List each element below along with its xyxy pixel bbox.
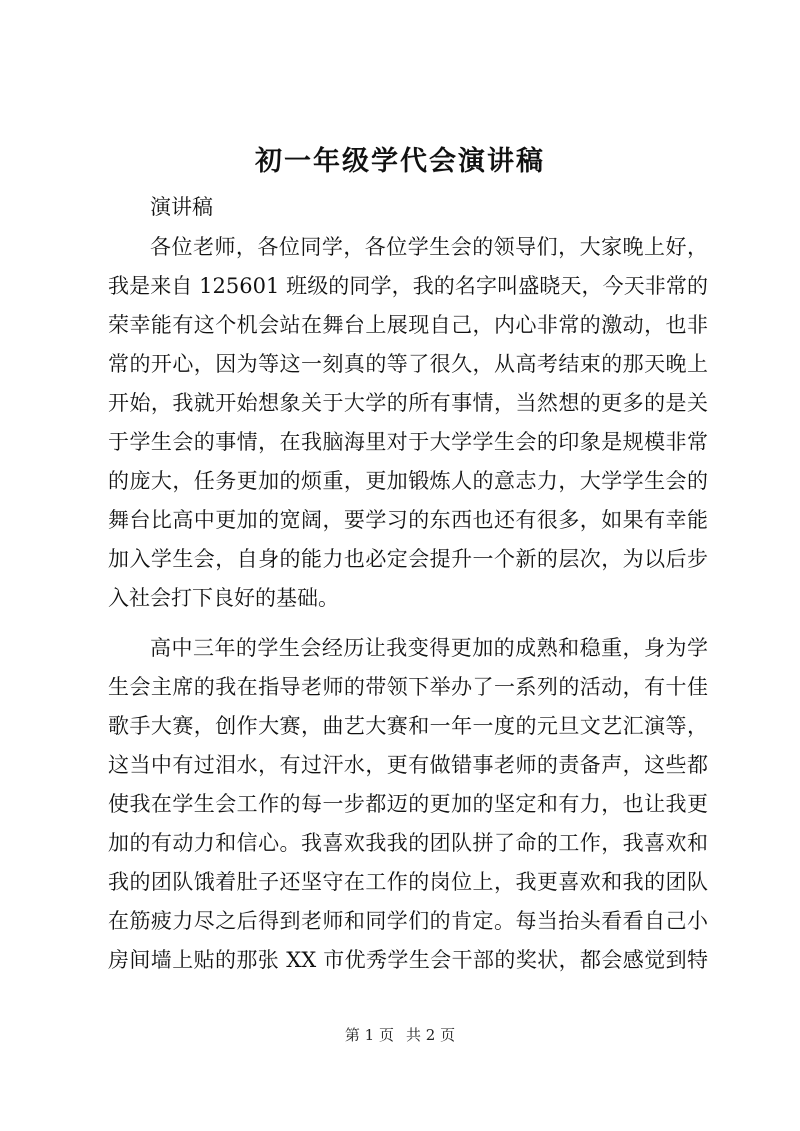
paragraph-1-line: 加入学生会，自身的能力也必定会提升一个新的层次，为以后步 bbox=[108, 547, 708, 571]
paragraph-1-line: 开始，我就开始想象关于大学的所有事情，当然想的更多的是关 bbox=[108, 391, 708, 415]
paragraph-2-line: 我的团队饿着肚子还坚守在工作的岗位上，我更喜欢和我的团队 bbox=[108, 870, 708, 894]
paragraph-1-line: 各位老师，各位同学，各位学生会的领导们，大家晚上好， bbox=[150, 235, 708, 259]
subtitle: 演讲稿 bbox=[150, 195, 213, 219]
paragraph-1-line: 的庞大，任务更加的烦重，更加锻炼人的意志力，大学学生会的 bbox=[108, 469, 708, 493]
paragraph-2-line: 在筋疲力尽之后得到老师和同学们的肯定。每当抬头看看自己小 bbox=[108, 909, 708, 933]
paragraph-2-line: 生会主席的我在指导老师的带领下举办了一系列的活动，有十佳 bbox=[108, 675, 708, 699]
page-footer bbox=[0, 1024, 800, 1046]
paragraph-2-line: 加的有动力和信心。我喜欢我我的团队拼了命的工作，我喜欢和 bbox=[108, 831, 708, 855]
paragraph-1-line: 入社会打下良好的基础。 bbox=[108, 586, 339, 610]
paragraph-1-line: 舞台比高中更加的宽阔，要学习的东西也还有很多，如果有幸能 bbox=[108, 508, 708, 532]
paragraph-1-line: 常的开心，因为等这一刻真的等了很久，从高考结束的那天晚上 bbox=[108, 352, 708, 376]
paragraph-2-line: 这当中有过泪水，有过汗水，更有做错事老师的责备声，这些都 bbox=[108, 753, 708, 777]
paragraph-1-line: 荣幸能有这个机会站在舞台上展现自己，内心非常的激动，也非 bbox=[108, 313, 708, 337]
paragraph-2-line: 高中三年的学生会经历让我变得更加的成熟和稳重，身为学 bbox=[150, 636, 708, 660]
page-number-current: 第 1 页 bbox=[344, 1026, 394, 1044]
page-number-total: 共 2 页 bbox=[406, 1026, 456, 1044]
paragraph-2-line: 使我在学生会工作的每一步都迈的更加的坚定和有力，也让我更 bbox=[108, 792, 708, 816]
paragraph-2-line: 房间墙上贴的那张 XX 市优秀学生会干部的奖状，都会感觉到特 bbox=[108, 948, 708, 972]
paragraph-1-line: 于学生会的事情，在我脑海里对于大学学生会的印象是规模非常 bbox=[108, 430, 708, 454]
page-title: 初一年级学代会演讲稿 bbox=[255, 146, 545, 177]
paragraph-1-line: 我是来自 125601 班级的同学，我的名字叫盛晓天，今天非常的 bbox=[108, 274, 708, 298]
paragraph-2-line: 歌手大赛，创作大赛，曲艺大赛和一年一度的元旦文艺汇演等， bbox=[108, 714, 708, 738]
